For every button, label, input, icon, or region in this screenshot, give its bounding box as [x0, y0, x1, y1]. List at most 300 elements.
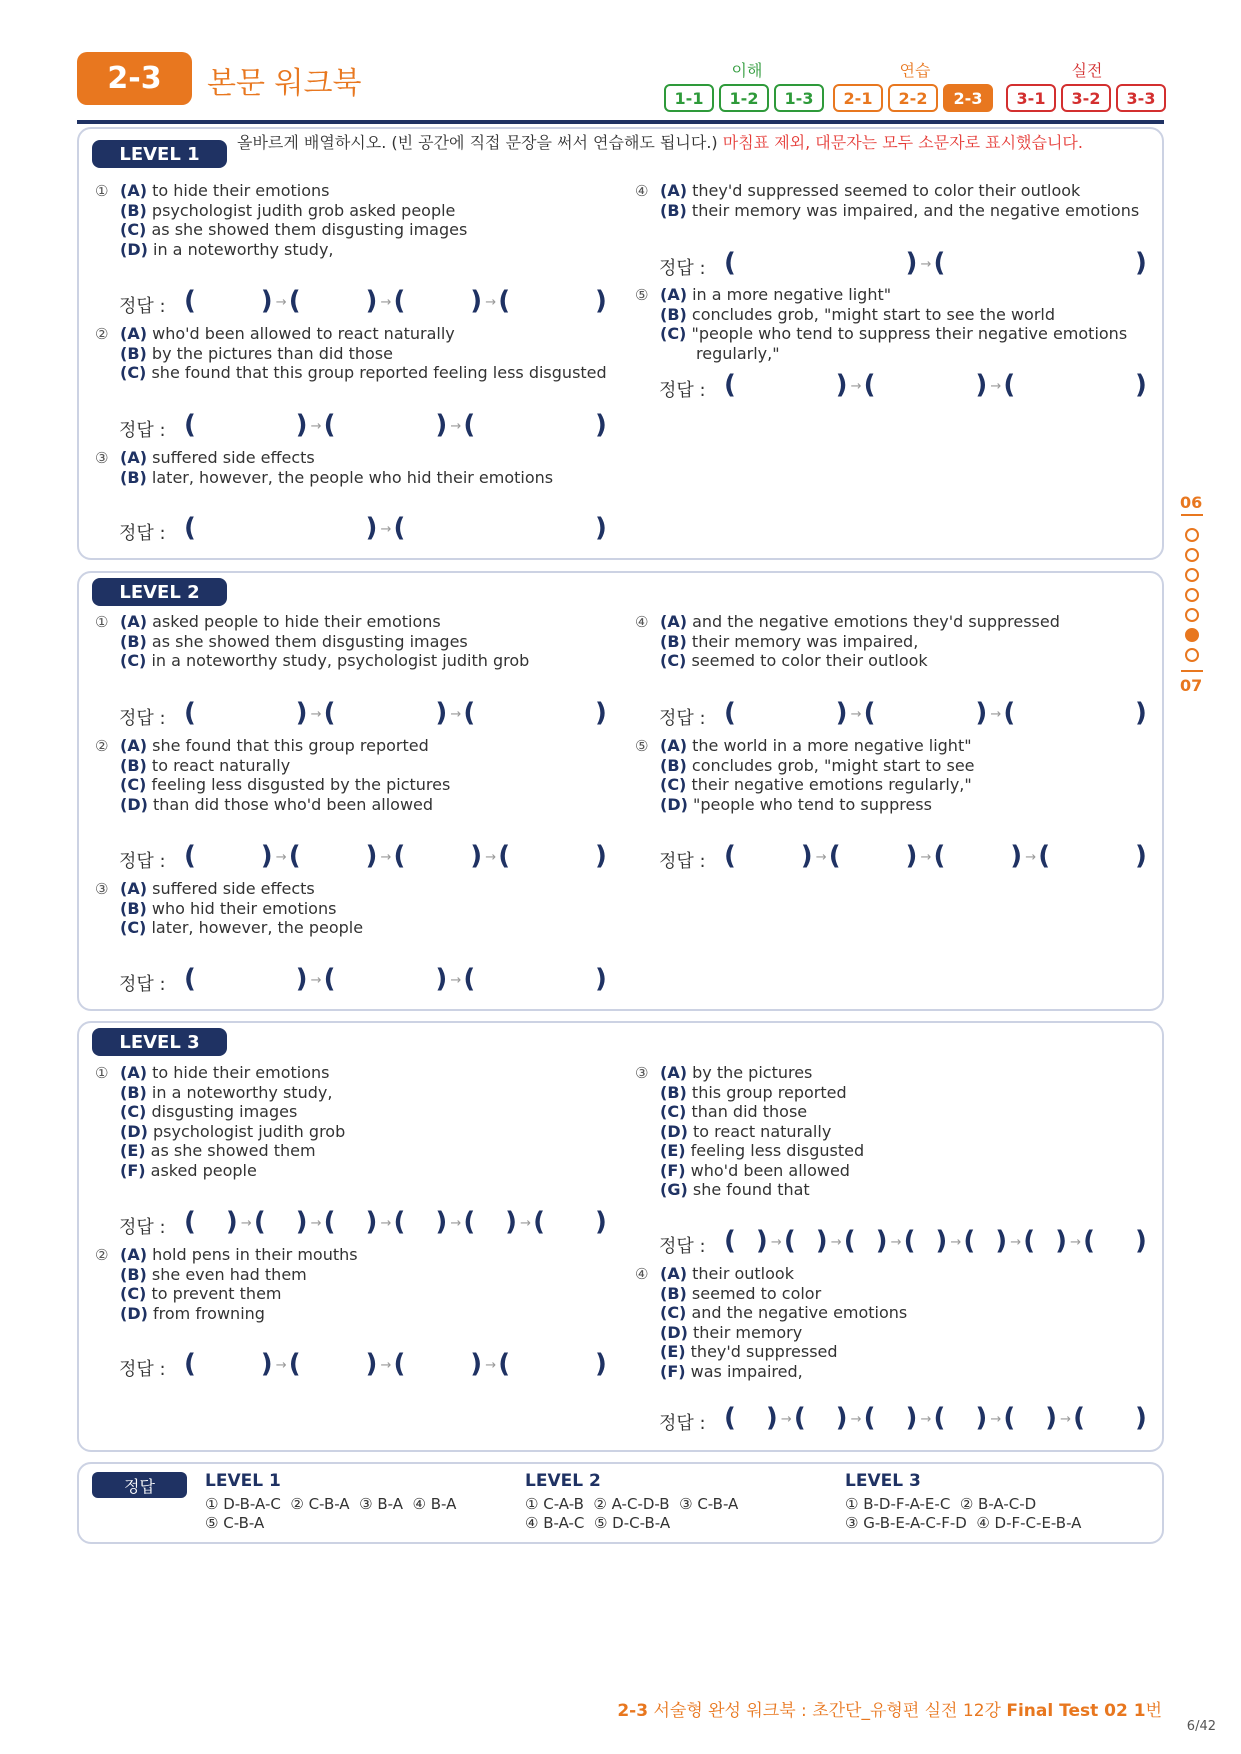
- item-text: who'd been allowed: [690, 1160, 850, 1180]
- item-label: (C): [120, 220, 147, 239]
- item-label: (A): [660, 1264, 688, 1283]
- item-text: concludes grob, "might start to see: [691, 755, 975, 775]
- open-paren: (: [933, 1403, 946, 1433]
- close-paren: ): [595, 410, 607, 440]
- side-dot[interactable]: [1185, 588, 1199, 602]
- answer-blank[interactable]: [119, 966, 611, 996]
- close-paren: ): [595, 1207, 607, 1237]
- item-text: their memory was impaired, and the negative emotions: [691, 200, 1140, 220]
- answer-key-line: ⑤ C-B-A: [205, 1514, 265, 1532]
- close-paren: ): [260, 841, 273, 871]
- close-paren: ): [295, 410, 308, 440]
- open-paren: (: [903, 1226, 916, 1256]
- l3-q2: [95, 1245, 615, 1323]
- item-text: they'd suppressed: [690, 1342, 838, 1361]
- arrow-right-icon: →: [450, 1216, 462, 1231]
- side-dot[interactable]: [1185, 608, 1199, 622]
- item-label: (D): [660, 1322, 688, 1342]
- answer-blank[interactable]: [119, 412, 611, 442]
- close-paren: ): [505, 1207, 518, 1237]
- close-paren: ): [815, 1226, 828, 1256]
- arrow-right-icon: →: [920, 850, 932, 865]
- open-paren: (: [184, 286, 196, 316]
- arrow-right-icon: →: [1010, 1235, 1022, 1250]
- open-paren: (: [184, 841, 196, 871]
- arrow-right-icon: →: [310, 973, 322, 988]
- close-paren: ): [365, 841, 378, 871]
- item-text: as she showed them disgusting images: [151, 631, 468, 651]
- footer-title: [617, 1696, 1162, 1721]
- open-paren: (: [783, 1226, 796, 1256]
- item-label: (B): [120, 467, 147, 487]
- close-paren: ): [755, 1226, 768, 1256]
- answer-blank[interactable]: [119, 700, 611, 730]
- answer-label: 정답 :: [119, 296, 166, 317]
- answer-key-line: ① B-D-F-A-E-C ② B-A-C-D: [845, 1495, 1037, 1513]
- instruction-note: 마침표 제외, 대문자는 모두 소문자로 표시했습니다.: [722, 133, 1083, 152]
- close-paren: ): [835, 1403, 848, 1433]
- answer-blank[interactable]: [659, 250, 1151, 280]
- answer-blank[interactable]: [119, 515, 611, 545]
- close-paren: ): [835, 698, 848, 728]
- answer-blank[interactable]: [659, 1228, 1151, 1258]
- arrow-right-icon: →: [850, 1412, 862, 1427]
- close-paren: ): [1135, 1403, 1147, 1433]
- answer-blank[interactable]: [119, 843, 611, 873]
- side-page-07: 07: [1180, 676, 1203, 695]
- l2-q4: [635, 612, 1155, 671]
- category-actual: 실전: [1071, 61, 1103, 80]
- open-paren: (: [463, 410, 476, 440]
- open-paren: (: [724, 698, 736, 728]
- side-dot[interactable]: [1185, 648, 1199, 662]
- item-text: the world in a more negative light": [692, 736, 972, 755]
- close-paren: ): [595, 1349, 607, 1379]
- item-text: to react naturally: [151, 755, 291, 775]
- item-label: (A): [120, 181, 148, 200]
- close-paren: ): [905, 248, 918, 278]
- close-paren: ): [595, 698, 607, 728]
- side-dot[interactable]: [1185, 528, 1199, 542]
- item-label: (D): [120, 794, 148, 814]
- item-text: she even had them: [151, 1264, 307, 1284]
- item-label: (B): [120, 1082, 147, 1102]
- answer-key-line: ③ G-B-E-A-C-F-D ④ D-F-C-E-B-A: [845, 1514, 1082, 1532]
- nav-1-1[interactable]: 1-1: [664, 84, 714, 112]
- answer-key-title: LEVEL 3: [845, 1471, 921, 1491]
- item-text: seemed to color their outlook: [691, 651, 928, 670]
- question-number: ⑤: [635, 286, 649, 304]
- item-label: (A): [660, 736, 688, 755]
- arrow-right-icon: →: [275, 295, 287, 310]
- answer-key-badge: 정답: [92, 1472, 187, 1498]
- open-paren: (: [828, 841, 841, 871]
- open-paren: (: [1003, 370, 1016, 400]
- item-label: (C): [120, 1102, 147, 1121]
- item-label: (A): [120, 1063, 148, 1082]
- close-paren: ): [435, 410, 448, 440]
- arrow-right-icon: →: [1070, 1235, 1082, 1250]
- answer-key-level2: [525, 1472, 738, 1533]
- item-text: "people who tend to suppress their negative emotions regularly,": [691, 324, 1128, 363]
- answer-blank[interactable]: [659, 700, 1151, 730]
- item-text: suffered side effects: [152, 448, 315, 467]
- item-label: (C): [660, 1303, 687, 1322]
- question-number: ⑤: [635, 737, 649, 755]
- item-text: concludes grob, "might start to see the world: [691, 304, 1056, 324]
- open-paren: (: [863, 370, 876, 400]
- nav-2-2[interactable]: 2-2: [888, 84, 938, 112]
- item-text: she found that this group reported: [152, 736, 429, 755]
- arrow-right-icon: →: [310, 707, 322, 722]
- open-paren: (: [184, 1349, 196, 1379]
- arrow-right-icon: →: [950, 1235, 962, 1250]
- close-paren: ): [1135, 1226, 1147, 1256]
- open-paren: (: [323, 410, 336, 440]
- nav-2-1[interactable]: 2-1: [833, 84, 883, 112]
- open-paren: (: [933, 248, 946, 278]
- item-label: (B): [660, 755, 687, 775]
- open-paren: (: [1073, 1403, 1086, 1433]
- item-text: they'd suppressed seemed to color their outlook: [692, 181, 1081, 200]
- answer-blank[interactable]: [659, 843, 1151, 873]
- answer-label: 정답 :: [119, 1359, 166, 1380]
- item-label: (D): [120, 239, 148, 259]
- answer-blank[interactable]: [119, 1209, 611, 1239]
- close-paren: ): [1010, 841, 1023, 871]
- open-paren: (: [463, 964, 476, 994]
- arrow-right-icon: →: [890, 1235, 902, 1250]
- side-divider-bottom: [1181, 670, 1203, 672]
- arrow-right-icon: →: [450, 707, 462, 722]
- open-paren: (: [393, 1349, 406, 1379]
- item-text: by the pictures: [692, 1063, 813, 1082]
- arrow-right-icon: →: [485, 295, 497, 310]
- close-paren: ): [935, 1226, 948, 1256]
- level1-instruction: [237, 133, 1142, 153]
- arrow-right-icon: →: [275, 1358, 287, 1373]
- item-label: (A): [120, 448, 148, 467]
- item-text: than did those: [691, 1102, 808, 1121]
- item-text: disgusting images: [151, 1102, 298, 1121]
- open-paren: (: [793, 1403, 806, 1433]
- open-paren: (: [463, 1207, 476, 1237]
- item-text: feeling less disgusted: [690, 1141, 865, 1160]
- open-paren: (: [184, 1207, 196, 1237]
- open-paren: (: [498, 1349, 511, 1379]
- item-text: their negative emotions regularly,": [691, 775, 972, 794]
- open-paren: (: [724, 1403, 736, 1433]
- item-label: (C): [660, 324, 687, 343]
- answer-label: 정답 :: [119, 851, 166, 872]
- question-number: ④: [635, 182, 649, 200]
- item-label: (F): [120, 1160, 146, 1180]
- nav-1-2[interactable]: 1-2: [719, 84, 769, 112]
- item-text: by the pictures than did those: [151, 343, 393, 363]
- open-paren: (: [1083, 1226, 1096, 1256]
- category-understand: 이해: [731, 61, 763, 80]
- item-text: to hide their emotions: [152, 181, 330, 200]
- close-paren: ): [1045, 1403, 1058, 1433]
- item-text: seemed to color: [691, 1283, 822, 1303]
- item-text: to react naturally: [693, 1121, 832, 1141]
- answer-blank[interactable]: [659, 1405, 1151, 1435]
- footer-book: 서술형 완성 워크북 :: [653, 1701, 807, 1721]
- item-text: hold pens in their mouths: [152, 1245, 358, 1264]
- footer-test: Final Test 02 1: [1006, 1701, 1146, 1721]
- open-paren: (: [323, 964, 336, 994]
- answer-label: 정답 :: [659, 1413, 706, 1434]
- item-text: and the negative emotions they'd suppressed: [692, 612, 1060, 631]
- close-paren: ): [835, 370, 848, 400]
- close-paren: ): [260, 286, 273, 316]
- item-label: (B): [120, 631, 147, 651]
- arrow-right-icon: →: [920, 257, 932, 272]
- answer-blank[interactable]: [659, 372, 1151, 402]
- item-text: in a more negative light": [692, 285, 892, 304]
- arrow-right-icon: →: [850, 707, 862, 722]
- answer-key-line: ④ B-A-C ⑤ D-C-B-A: [525, 1514, 671, 1532]
- open-paren: (: [323, 698, 336, 728]
- arrow-right-icon: →: [920, 1412, 932, 1427]
- question-number: ①: [95, 613, 109, 631]
- close-paren: ): [975, 698, 988, 728]
- unit-badge: 2-3: [77, 52, 192, 105]
- arrow-right-icon: →: [520, 1216, 532, 1231]
- close-paren: ): [875, 1226, 888, 1256]
- item-label: (D): [120, 1121, 148, 1141]
- l3-q3: [635, 1063, 1155, 1200]
- open-paren: (: [533, 1207, 546, 1237]
- item-label: (F): [660, 1361, 686, 1381]
- question-number: ①: [95, 1064, 109, 1082]
- close-paren: ): [1055, 1226, 1068, 1256]
- question-number: ①: [95, 182, 109, 200]
- arrow-right-icon: →: [380, 1358, 392, 1373]
- arrow-right-icon: →: [380, 1216, 392, 1231]
- answer-label: 정답 :: [119, 1217, 166, 1238]
- level3-badge: LEVEL 3: [92, 1028, 227, 1056]
- open-paren: (: [963, 1226, 976, 1256]
- item-label: (A): [120, 736, 148, 755]
- instruction-text: 올바르게 배열하시오. (빈 공간에 직접 문장을 써서 연습해도 됩니다.): [237, 133, 718, 152]
- item-label: (B): [660, 304, 687, 324]
- l1-q1: [95, 181, 615, 259]
- arrow-right-icon: →: [815, 850, 827, 865]
- close-paren: ): [225, 1207, 238, 1237]
- close-paren: ): [1135, 698, 1147, 728]
- item-text: was impaired,: [690, 1361, 803, 1381]
- item-text: than did those who'd been allowed: [153, 794, 434, 814]
- answer-label: 정답 :: [119, 974, 166, 995]
- level1-badge: LEVEL 1: [92, 140, 227, 168]
- question-number: ④: [635, 613, 649, 631]
- close-paren: ): [595, 286, 607, 316]
- close-paren: ): [470, 286, 483, 316]
- open-paren: (: [184, 513, 196, 543]
- item-text: their outlook: [692, 1264, 794, 1283]
- open-paren: (: [463, 698, 476, 728]
- close-paren: ): [595, 513, 607, 543]
- close-paren: ): [435, 964, 448, 994]
- side-divider-top: [1181, 514, 1203, 516]
- arrow-right-icon: →: [380, 295, 392, 310]
- item-text: who'd been allowed to react naturally: [152, 324, 455, 343]
- item-text: in a noteworthy study,: [151, 1082, 333, 1102]
- arrow-right-icon: →: [780, 1412, 792, 1427]
- close-paren: ): [295, 964, 308, 994]
- answer-label: 정답 :: [659, 258, 706, 279]
- page-title: 본문 워크북: [207, 66, 362, 101]
- l2-q1: [95, 612, 615, 671]
- item-label: (D): [120, 1303, 148, 1323]
- nav-1-3[interactable]: 1-3: [774, 84, 824, 112]
- close-paren: ): [765, 1403, 778, 1433]
- arrow-right-icon: →: [485, 850, 497, 865]
- side-dot-active[interactable]: [1185, 628, 1199, 642]
- open-paren: (: [1003, 1403, 1016, 1433]
- item-label: (C): [120, 775, 147, 794]
- answer-blank[interactable]: [119, 1351, 611, 1381]
- item-label: (B): [660, 631, 687, 651]
- question-number: ②: [95, 1246, 109, 1264]
- item-label: (A): [120, 612, 148, 631]
- item-label: (B): [120, 1264, 147, 1284]
- open-paren: (: [323, 1207, 336, 1237]
- item-label: (D): [660, 1121, 688, 1141]
- l2-q2: [95, 736, 615, 814]
- footer-lesson: 초간단_유형편 실전 12강: [812, 1701, 1001, 1721]
- nav-3-2[interactable]: 3-2: [1061, 84, 1111, 112]
- arrow-right-icon: →: [1025, 850, 1037, 865]
- item-label: (A): [120, 1245, 148, 1264]
- item-label: (A): [120, 324, 148, 343]
- question-number: ④: [635, 1265, 649, 1283]
- arrow-right-icon: →: [310, 419, 322, 434]
- item-text: their memory: [693, 1322, 803, 1342]
- item-label: (C): [120, 1284, 147, 1303]
- item-label: (E): [660, 1141, 686, 1160]
- item-label: (A): [660, 181, 688, 200]
- item-text: later, however, the people who hid their emotions: [151, 467, 554, 487]
- item-label: (C): [660, 1102, 687, 1121]
- close-paren: ): [435, 1207, 448, 1237]
- item-text: as she showed them: [150, 1141, 316, 1160]
- answer-key-title: LEVEL 1: [205, 1471, 281, 1491]
- open-paren: (: [393, 841, 406, 871]
- level2-badge: LEVEL 2: [92, 578, 227, 606]
- item-label: (C): [120, 651, 147, 670]
- item-text: psychologist judith grob asked people: [151, 200, 456, 220]
- question-number: ③: [95, 449, 109, 467]
- l3-q1: [95, 1063, 615, 1180]
- item-label: (D): [660, 794, 688, 814]
- close-paren: ): [295, 1207, 308, 1237]
- question-number: ②: [95, 737, 109, 755]
- answer-key-level3: [845, 1472, 1081, 1533]
- open-paren: (: [498, 286, 511, 316]
- open-paren: (: [1023, 1226, 1036, 1256]
- footer-suffix: 번: [1145, 1701, 1162, 1721]
- close-paren: ): [470, 841, 483, 871]
- answer-label: 정답 :: [119, 420, 166, 441]
- item-label: (B): [660, 200, 687, 220]
- open-paren: (: [498, 841, 511, 871]
- question-number: ③: [635, 1064, 649, 1082]
- arrow-right-icon: →: [380, 522, 392, 537]
- close-paren: ): [975, 1403, 988, 1433]
- question-number: ③: [95, 880, 109, 898]
- item-label: (B): [120, 343, 147, 363]
- item-label: (C): [660, 775, 687, 794]
- close-paren: ): [595, 841, 607, 871]
- answer-label: 정답 :: [659, 1236, 706, 1257]
- arrow-right-icon: →: [770, 1235, 782, 1250]
- item-label: (B): [120, 755, 147, 775]
- open-paren: (: [393, 286, 406, 316]
- open-paren: (: [724, 248, 736, 278]
- item-text: "people who tend to suppress: [693, 794, 932, 814]
- close-paren: ): [905, 1403, 918, 1433]
- item-text: psychologist judith grob: [153, 1121, 346, 1141]
- side-dot[interactable]: [1185, 568, 1199, 582]
- nav-3-3[interactable]: 3-3: [1116, 84, 1166, 112]
- close-paren: ): [365, 1207, 378, 1237]
- arrow-right-icon: →: [990, 379, 1002, 394]
- open-paren: (: [724, 1226, 736, 1256]
- l2-q3: [95, 879, 615, 938]
- side-dot[interactable]: [1185, 548, 1199, 562]
- close-paren: ): [365, 513, 378, 543]
- item-text: suffered side effects: [152, 879, 315, 898]
- answer-label: 정답 :: [659, 708, 706, 729]
- answer-label: 정답 :: [119, 523, 166, 544]
- item-label: (A): [660, 612, 688, 631]
- close-paren: ): [365, 286, 378, 316]
- item-text: she found that this group reported feeling less disgusted: [151, 363, 607, 382]
- answer-label: 정답 :: [119, 708, 166, 729]
- nav-2-3-active[interactable]: 2-3: [943, 84, 993, 112]
- arrow-right-icon: →: [485, 1358, 497, 1373]
- open-paren: (: [288, 286, 301, 316]
- close-paren: ): [260, 1349, 273, 1379]
- item-label: (C): [120, 918, 147, 937]
- item-label: (A): [660, 1063, 688, 1082]
- close-paren: ): [470, 1349, 483, 1379]
- open-paren: (: [253, 1207, 266, 1237]
- open-paren: (: [184, 410, 196, 440]
- answer-key-level1: [205, 1472, 456, 1533]
- arrow-right-icon: →: [1060, 1412, 1072, 1427]
- open-paren: (: [288, 1349, 301, 1379]
- item-text: their memory was impaired,: [691, 631, 919, 651]
- item-text: in a noteworthy study,: [153, 239, 334, 259]
- open-paren: (: [843, 1226, 856, 1256]
- page-number: 6/42: [1186, 1719, 1216, 1734]
- nav-3-1[interactable]: 3-1: [1006, 84, 1056, 112]
- arrow-right-icon: →: [990, 1412, 1002, 1427]
- header-divider: [77, 120, 1164, 124]
- open-paren: (: [393, 1207, 406, 1237]
- item-text: as she showed them disgusting images: [151, 220, 468, 239]
- arrow-right-icon: →: [240, 1216, 252, 1231]
- close-paren: ): [975, 370, 988, 400]
- item-text: she found that: [692, 1180, 810, 1199]
- question-number: ②: [95, 325, 109, 343]
- answer-blank[interactable]: [119, 288, 611, 318]
- item-label: (E): [120, 1141, 146, 1160]
- open-paren: (: [724, 841, 736, 871]
